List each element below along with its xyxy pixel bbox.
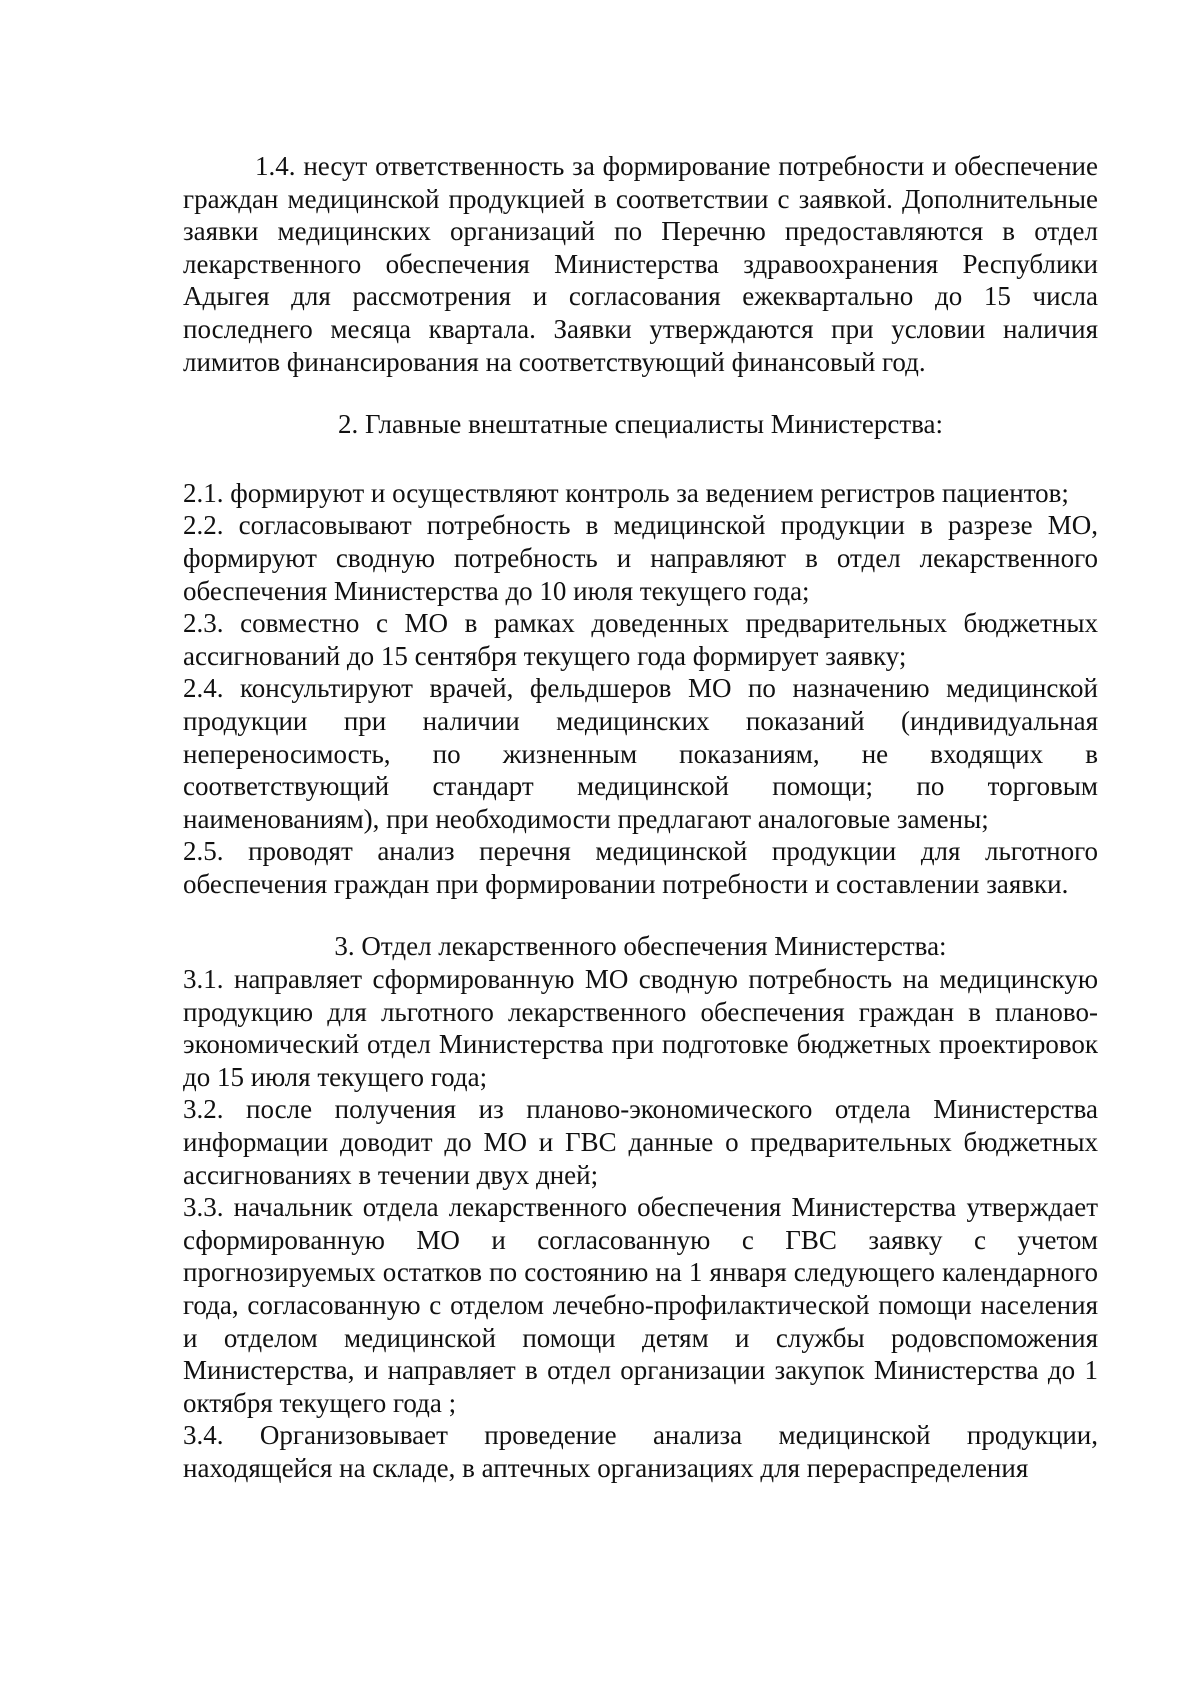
paragraph-2-3: 2.3. совместно с МО в рамках доведенных предварительных бюджетных ассигнований до 15 сентября текущего года формирует заявку; xyxy=(183,608,1098,671)
paragraph-1-4: 1.4. несут ответственность за формирование потребности и обеспечение граждан медицинской продукцией в соответствии с заявкой. Дополнительные заявки медицинских организаций по Перечню предоставляются в отдел лекарственного обеспечения Министерства здравоохранения Республики Адыгея для рассмотрения и согласования ежеквартально до 15 числа последнего месяца квартала. Заявки утверждаются при условии наличия лимитов финансирования на соответствующий финансовый год. xyxy=(183,151,1098,377)
paragraph-2-1: 2.1. формируют и осуществляют контроль за ведением регистров пациентов; xyxy=(183,477,1069,508)
paragraph-2-5: 2.5. проводят анализ перечня медицинской продукции для льготного обеспечения граждан при формировании потребности и составлении заявки. xyxy=(183,836,1098,899)
paragraph-3-4: 3.4. Организовывает проведение анализа медицинской продукции, находящейся на складе, в аптечных организациях для перераспределения xyxy=(183,1420,1098,1483)
document-body xyxy=(183,150,1098,1485)
section-heading-2: 2. Главные внештатные специалисты Министерства: xyxy=(337,409,944,440)
paragraph-2-2: 2.2. согласовывают потребность в медицинской продукции в разрезе МО, формируют сводную потребность и направляют в отдел лекарственного обеспечения Министерства до 10 июля текущего года; xyxy=(183,510,1098,606)
paragraph-3-1: 3.1. направляет сформированную МО сводную потребность на медицинскую продукцию для льготного лекарственного обеспечения граждан в планово-экономический отдел Министерства при подготовке бюджетных проектировок до 15 июля текущего года; xyxy=(183,964,1098,1092)
paragraph-3-3: 3.3. начальник отдела лекарственного обеспечения Министерства утверждает сформированную МО и согласованную с ГВС заявку с учетом прогнозируемых остатков по состоянию на 1 января следующего календарного года, согласованную с отделом лечебно-профилактической помощи населения и отделом медицинской помощи детям и службы родовспоможения Министерства, и направляет в отдел организации закупок Министерства до 1 октября текущего года ; xyxy=(183,1192,1098,1418)
paragraph-3-2: 3.2. после получения из планово-экономического отдела Министерства информации доводит до МО и ГВС данные о предварительных бюджетных ассигнованиях в течении двух дней; xyxy=(183,1094,1098,1190)
section-heading-3: 3. Отдел лекарственного обеспечения Министерства: xyxy=(334,931,947,962)
paragraph-2-4: 2.4. консультируют врачей, фельдшеров МО по назначению медицинской продукции при наличии медицинских показаний (индивидуальная непереносимость, по жизненным показаниям, не входящих в соответствующий стандарт медицинской помощи; по торговым наименованиям), при необходимости предлагают аналоговые замены; xyxy=(183,673,1098,834)
